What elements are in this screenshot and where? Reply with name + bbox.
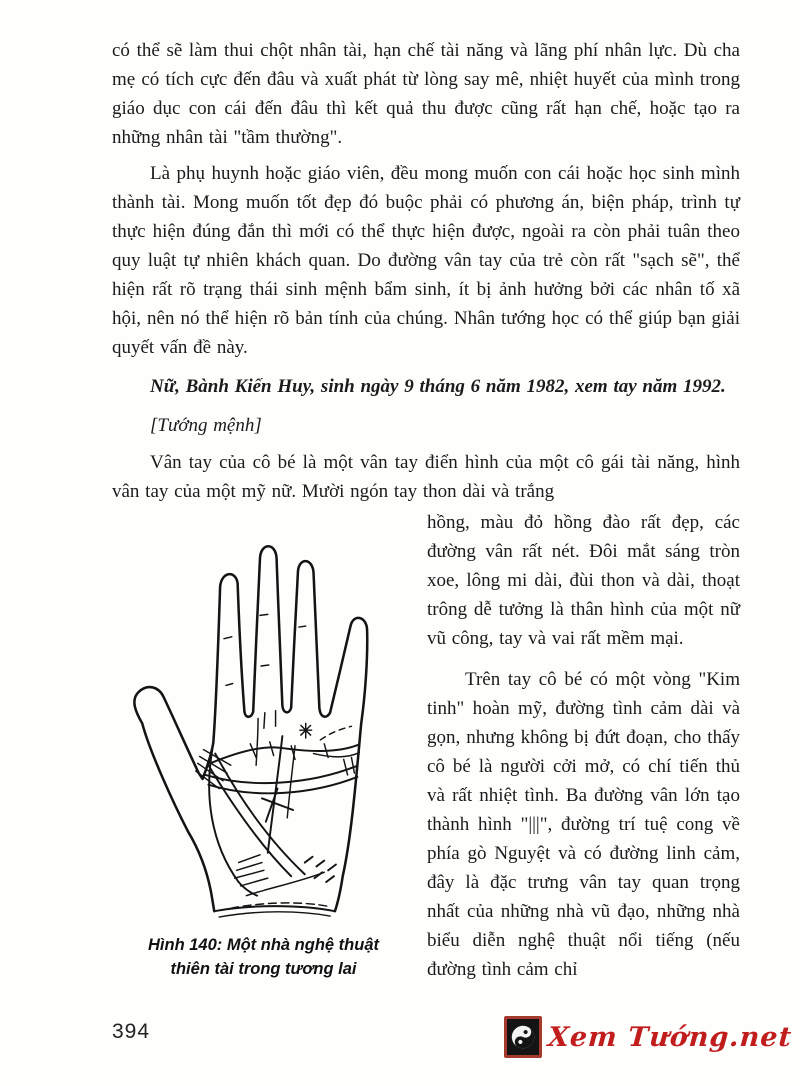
- paragraph-fingerprint-intro: Vân tay của cô bé là một vân tay điển hình của một cô gái tài năng, hình vân tay của một mỹ nữ. Mười ngón tay thon dài và trắng: [112, 452, 740, 502]
- figure-caption-line1: Hình 140: Một nhà nghệ thuật: [148, 936, 379, 954]
- paragraph-parents: Là phụ huynh hoặc giáo viên, đều mong muốn con cái hoặc học sinh mình thành tài. Mong muốn tốt đẹp đó buộc phải có phương án, biện pháp, trình tự thực hiện đúng đắn thì mới có thể thực hiện được, ngoài ra còn phải tuân theo quy luật tự nhiên khách quan. Do đường vân tay của trẻ còn rất "sạch sẽ", thể hiện rất rõ trạng thái sinh mệnh bẩm sinh, ít bị ảnh hưởng bởi các nhân tố xã hội, nên nó thể hiện rõ bản tính của chúng. Nhân tướng học có thể giúp bạn giải quyết vấn đề này.: [112, 163, 740, 358]
- paragraph-venus-ring: Trên tay cô bé có một vòng "Kim tinh" hoàn mỹ, đường tình cảm dài và gọn, nhưng không bị đứt đoạn, cho thấy cô bé là người cởi mở, có chí tiến thủ và rất nhiệt tình. Ba đường vân lớn tạo thành hình "|||", đường trí tuệ cong về phía gò Nguyệt và có đường linh cảm, đây là đặc trưng vân tay quan trọng nhất của những nhà vũ đạo, những nhà biểu diễn nghệ thuật nổi tiếng (nếu đường tình cảm chỉ: [427, 669, 740, 980]
- figure-caption: [112, 933, 415, 981]
- watermark[interactable]: [504, 1016, 792, 1058]
- figure-column: [112, 508, 415, 991]
- figure-caption-line2: thiên tài trong tương lai: [170, 960, 357, 978]
- page-content: [112, 36, 740, 991]
- yin-yang-icon: [504, 1016, 542, 1058]
- figure-140: [112, 520, 415, 981]
- text-column: [415, 508, 740, 991]
- paragraph-fingerprint-continued: hồng, màu đỏ hồng đào rất đẹp, các đường vân rất nét. Đôi mắt sáng tròn xoe, lông mi dài, đùi thon và dài, thoạt trông dễ tưởng là thân hình của một nữ vũ công, tay và vai rất mềm mại.: [427, 512, 740, 649]
- paragraph-section-label: [Tướng mệnh]: [150, 415, 262, 436]
- figure-and-text-section: [112, 508, 740, 991]
- paragraph-continuation: có thể sẽ làm thui chột nhân tài, hạn chế tài năng và lãng phí nhân lực. Dù cha mẹ có tích cực đến đâu và xuất phát từ lòng say mê, nhiệt huyết của mình trong giáo dục con cái đến đâu thì kết quả thu được cũng rất hạn chế, hoặc tạo ra những nhân tài "tầm thường".: [112, 40, 740, 148]
- page-footer: [0, 1016, 800, 1072]
- page-number: 394: [112, 1020, 151, 1043]
- watermark-text: Xem Tướng.net: [546, 1021, 794, 1053]
- paragraph-subject-heading: Nữ, Bành Kiến Huy, sinh ngày 9 tháng 6 năm 1982, xem tay năm 1992.: [150, 376, 726, 397]
- palm-illustration: [114, 520, 406, 919]
